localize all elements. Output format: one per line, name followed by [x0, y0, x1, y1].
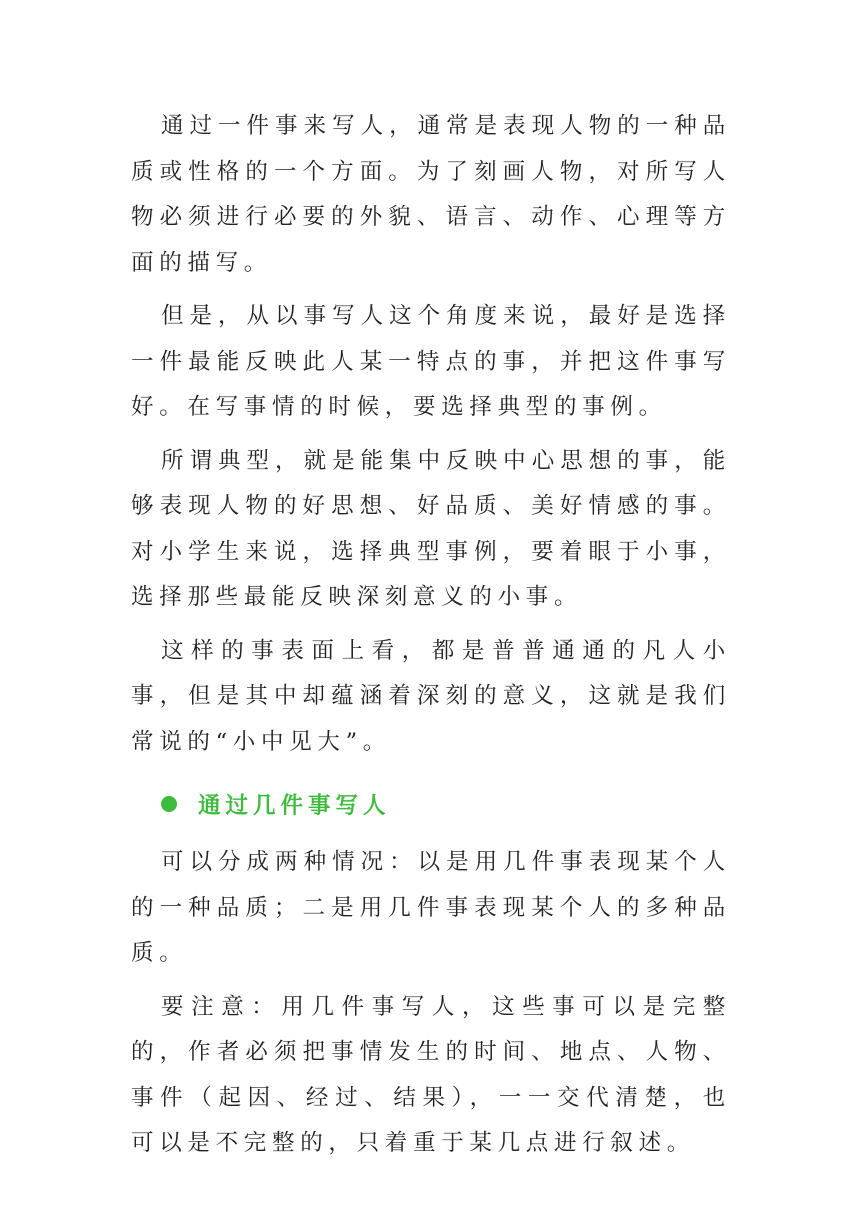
paragraph-5: 可以分成两种情况：以是用几件事表现某个人的一种品质；二是用几件事表现某个人的多种品质。 — [131, 849, 731, 966]
document-page — [131, 104, 731, 1167]
section-heading-text: 通过几件事写人 — [198, 792, 391, 819]
bullet-dot-icon — [161, 796, 177, 812]
paragraph-4: 这样的事表面上看，都是普普通通的凡人小事，但是其中却蕴涵着深刻的意义，这就是我们常说的“小中见大”。 — [131, 637, 731, 755]
paragraph-6: 要注意：用几件事写人，这些事可以是完整的，作者必须把事情发生的时间、地点、人物、事件（起因、经过、结果），一一交代清楚，也可以是不完整的，只着重于某几点进行叙述。 — [131, 993, 731, 1156]
section-heading — [131, 781, 731, 826]
paragraph-2: 但是，从以事写人这个角度来说，最好是选择一件最能反映此人某一特点的事，并把这件事写好。在写事情的时候，要选择典型的事例。 — [131, 303, 731, 420]
paragraph-3: 所谓典型，就是能集中反映中心思想的事，能够表现人物的好思想、好品质、美好情感的事。对小学生来说，选择典型事例，要着眼于小事，选择那些最能反映深刻意义的小事。 — [131, 447, 731, 610]
paragraph-1: 通过一件事来写人，通常是表现人物的一种品质或性格的一个方面。为了刻画人物，对所写人物必须进行必要的外貌、语言、动作、心理等方面的描写。 — [131, 113, 731, 276]
